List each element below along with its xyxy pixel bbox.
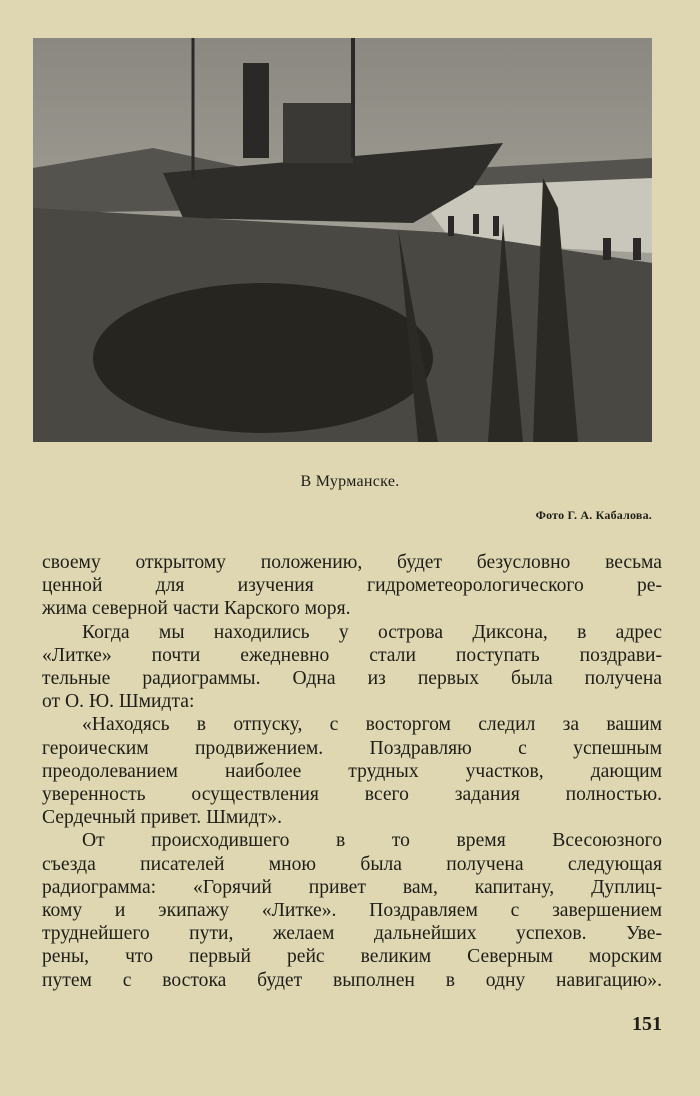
photo-illustration xyxy=(33,38,652,442)
text-line: кому и экипажу «Литке». Поздравляем с завершением xyxy=(42,900,662,922)
text-line: своему открытому положению, будет безусловно весьма xyxy=(42,552,662,573)
text-line: труднейшего пути, желаем дальнейших успехов. Уве- xyxy=(42,923,662,945)
page-number: 151 xyxy=(632,1013,662,1035)
text-line: Когда мы находились у острова Диксона, в адрес xyxy=(82,621,662,643)
text-line: съезда писателей мною была получена следующая xyxy=(42,853,662,875)
text-line: От происходившего в то время Всесоюзного xyxy=(82,830,662,852)
body-text xyxy=(42,551,662,992)
text-line: рены, что первый рейс великим Северным морским xyxy=(42,946,662,968)
text-line: от О. Ю. Шмидта: xyxy=(42,691,195,713)
text-line: радиограмма: «Горячий привет вам, капитану, Дуплиц- xyxy=(42,876,662,898)
text-line: ценной для изучения гидрометеорологического ре- xyxy=(42,575,662,597)
text-line: тельные радиограммы. Одна из первых была получена xyxy=(42,668,662,690)
text-line: путем с востока будет выполнен в одну навигацию». xyxy=(42,969,662,991)
text-line: «Литке» почти ежедневно стали поступать поздрави- xyxy=(42,644,662,666)
text-line: уверенность осуществления всего задания полностью. xyxy=(42,784,662,806)
text-line: «Находясь в отпуску, с восторгом следил за вашим xyxy=(82,714,662,736)
text-line: жима северной части Карского моря. xyxy=(42,598,351,620)
text-line: преодолеванием наиболее трудных участков, дающим xyxy=(42,760,662,782)
text-line: героическим продвижением. Поздравляю с успешным xyxy=(42,737,662,759)
photo-murmansk xyxy=(33,38,652,442)
text-line: Сердечный привет. Шмидт». xyxy=(42,807,282,829)
photo-credit: Фото Г. А. Кабалова. xyxy=(535,508,652,522)
photo-caption: В Мурманске. xyxy=(300,473,400,490)
